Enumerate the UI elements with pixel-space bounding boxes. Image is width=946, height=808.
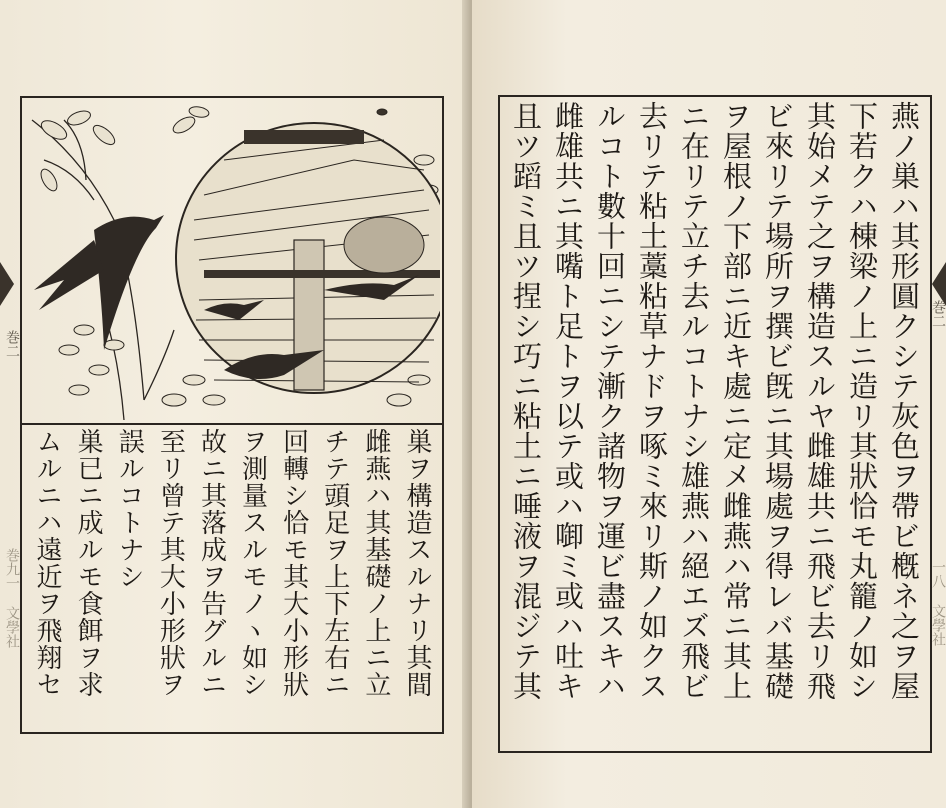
left-text-column: 誤ルコトナシ: [114, 428, 145, 590]
right-text-column: 去リテ粘土藁粘草ナドヲ啄ミ來リ斯ノ如クス: [635, 101, 669, 701]
right-text-column: 且ツ蹈ミ且ツ捏シ巧ニ粘土ニ唾液ヲ混ジテ其: [509, 101, 543, 701]
right-text-column: 下若クハ棟梁ノ上ニ造リ其狀恰モ丸籠ノ如シ: [845, 101, 879, 701]
left-text-column: 雌燕ハ其基礎ノ上ニ立: [360, 428, 391, 698]
left-text-column: 巣已ニ成ルモ食餌ヲ求: [73, 428, 104, 698]
left-edge-tab: [0, 262, 14, 306]
left-text-block: [28, 428, 436, 728]
right-text-column: ニ在リテ立チ去ルコトナシ雄燕ハ絕エズ飛ビ: [677, 101, 711, 701]
left-divider-line: [22, 423, 442, 425]
left-text-column: ムルニハ遠近ヲ飛翔セ: [32, 428, 62, 698]
left-text-column: 至リ曾テ其大小形狀ヲ: [155, 428, 186, 698]
right-text-column: 雌雄共ニ其嘴ト足トヲ以テ或ハ啣ミ或ハ吐キ: [551, 101, 585, 701]
left-text-column: 故ニ其落成ヲ告グルニ: [196, 428, 227, 698]
right-page-frame: [498, 95, 932, 753]
right-text-column: ビ來リテ場所ヲ撰ビ旣ニ其場處ヲ得レバ基礎: [761, 101, 795, 701]
right-text-block: [506, 101, 924, 747]
left-margin-footer: 巻九一 文學社: [4, 548, 20, 648]
left-text-column: ヲ測量スルモノヽ如シ: [237, 428, 268, 698]
left-margin-volume: 巻二: [4, 330, 20, 358]
left-text-column: 回轉シ恰モ其大小形狀: [278, 428, 309, 698]
left-text-column: 巣ヲ構造スルナリ其間: [401, 428, 432, 698]
left-page-frame: [20, 96, 444, 734]
right-page: [472, 0, 946, 808]
right-text-column: 其始メテ之ヲ構造スルヤ雌雄共ニ飛ビ去リ飛: [803, 101, 837, 701]
right-text-column: ヲ屋根ノ下部ニ近キ處ニ定メ雌燕ハ常ニ其上: [719, 101, 753, 701]
right-text-column: 燕ノ巣ハ其形圓クシテ灰色ヲ帶ビ槪ネ之ヲ屋: [887, 101, 921, 701]
left-page: [0, 0, 468, 808]
swallow-illustration: [24, 100, 440, 421]
right-margin-volume: 巻二: [930, 300, 946, 328]
right-text-column: ルコト數十回ニシテ漸ク諸物ヲ運ビ盡スキハ: [593, 101, 627, 701]
left-text-column: チテ頭足ヲ上下左右ニ: [319, 428, 350, 698]
right-margin-footer: 一八 文學社: [930, 560, 946, 646]
